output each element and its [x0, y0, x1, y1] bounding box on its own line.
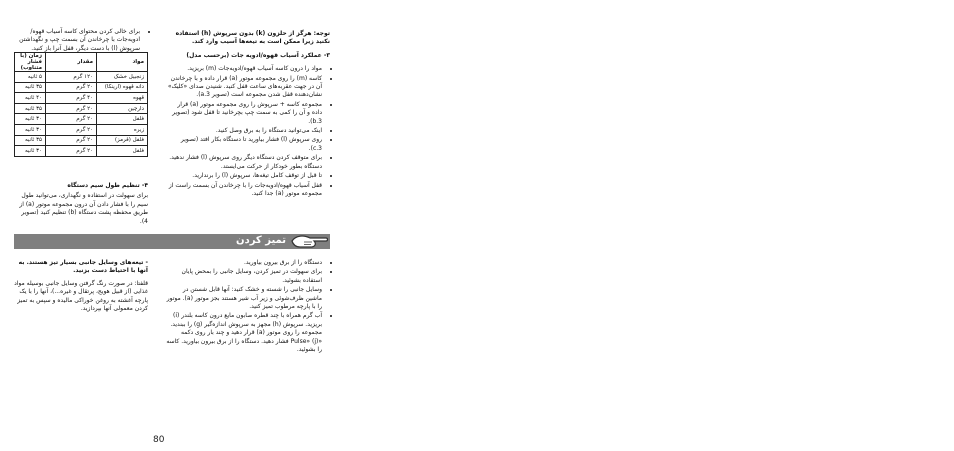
cell-quantity: ۴۰ گرم	[46, 93, 97, 104]
table-row	[15, 82, 148, 93]
cell-time: ۳۰ ثانیه	[15, 146, 46, 157]
operation-section	[166, 30, 330, 199]
cleaning-step: • وسایل جانبی را شسته و خشک کنید: آنها قابل شستن در ماشین ظرف‌شوئی و زیر آب شیر هستند بجز موتور (a). موتور را با پارچه مرطوب تمیز کنید.	[166, 286, 322, 311]
grinder-step: • مجموعه کاسه + سرپوش را روی مجموعه موتور (a) قرار داده و آن را کمی به سمت چپ بچرخانید تا قفل شود (تصویر 3.b).	[166, 101, 322, 126]
cleaning-tips	[14, 259, 148, 315]
page-number: 80	[153, 435, 165, 445]
cell-time: ۳۵ ثانیه	[15, 135, 46, 146]
cell-ingredient: فلفل	[97, 146, 148, 157]
grinder-step: • کاسه (m) را روی مجموعه موتور (a) قرار داده و با چرخاندن آن در جهت عقربه‌های ساعت قفل کنید. شنیدن صدای «کلیک» نشان‌دهنده قفل شدن مجموعه است (تصویر 3.a).	[166, 75, 322, 100]
cleaning-step: • دستگاه را از برق بیرون بیاورید.	[166, 259, 322, 267]
cell-quantity: ۲۰ گرم	[46, 114, 97, 125]
cleaning-step: • آب گرم همراه با چند قطره صابون مایع درون کاسه بلندر (i) بریزید. سرپوش (h) مجهز به سرپوش اندازه‌گیر (g) را ببندید. مجموعه را روی موتور (a) قرار دهید و چند بار روی دکمه «Pulse» (j) فشار دهید. دستگاه را از برق بیرون بیاورید. کاسه را بشوئید.	[166, 312, 322, 354]
grinder-step: • اینک می‌توانید دستگاه را به برق وصل کنید.	[166, 127, 322, 135]
header-quantity: مقدار	[46, 53, 97, 72]
cord-storage-section	[14, 182, 148, 228]
empty-bowl-step: • برای خالی کردن محتوای کاسه آسیاب قهوه/ادویه‌جات با چرخاندن آن بسمت چپ و نگهداشتن سرپوش (l) با دست دیگر، قفل آنرا باز کنید.	[14, 28, 140, 53]
cell-time: ۳۵ ثانیه	[15, 82, 46, 93]
cell-time: ۴۰ ثانیه	[15, 93, 46, 104]
hand-pointer-icon	[290, 231, 330, 251]
cell-quantity: ۲۰ گرم	[46, 146, 97, 157]
cell-quantity: ۲۰ گرم	[46, 82, 97, 93]
header-time: زمان (با فشار متناوب)	[15, 53, 46, 72]
grinder-step: • قفل آسیاب قهوه/ادویه‌جات را با چرخاندن آن بسمت راست از مجموعه موتور (a) جدا کنید.	[166, 182, 322, 199]
cell-quantity: ۲۰ گرم	[46, 103, 97, 114]
table-row	[15, 114, 148, 125]
table-row	[15, 124, 148, 135]
cell-ingredient: فلفل	[97, 114, 148, 125]
table-row	[15, 146, 148, 157]
grinder-step: • برای متوقف کردن دستگاه دیگر روی سرپوش (l) فشار ندهید. دستگاه بطور خودکار از حرکت می‌ایستد.	[166, 154, 322, 171]
cell-ingredient: قهوه	[97, 93, 148, 104]
cell-time: ۵ ثانیه	[15, 72, 46, 83]
cell-time: ۳۰ ثانیه	[15, 124, 46, 135]
grinder-heading: ۳- عملکرد آسیاب قهوه/ادویه جات (برحسب مدل)	[186, 51, 330, 59]
cleaning-step: • برای سهولت در تمیز کردن، وسایل جانبی را بمحض پایان استفاده بشوئید.	[166, 268, 322, 285]
grinder-step: • مواد را درون کاسه آسیاب قهوه/ادویه‌جات (m) بریزید.	[166, 65, 322, 73]
cell-quantity: ۱۲۰ گرم	[46, 72, 97, 83]
cleaning-steps-list	[166, 259, 330, 354]
table-row	[15, 103, 148, 114]
table-row	[15, 135, 148, 146]
table-row	[15, 72, 148, 83]
cell-ingredient: دانه قهوه (ارینکا)	[97, 82, 148, 93]
cord-storage-heading: ۴- تنظیم طول سیم دستگاه	[67, 182, 148, 189]
cell-quantity: ۲۰ گرم	[46, 135, 97, 146]
cell-ingredient: زنجبیل خشک	[97, 72, 148, 83]
blade-warning-note: توجه: هرگز از حلزون (k) بدون سرپوش (h) استفاده نکنید زیرا ممکن است به تیغه‌ها آسیب وارد کند.	[175, 30, 330, 46]
cell-ingredient: زیره	[97, 124, 148, 135]
header-ingredient: مواد	[97, 53, 148, 72]
grinder-step: • روی سرپوش (l) فشار بیاورید تا دستگاه بکار افتد (تصویر 3.c).	[166, 136, 322, 153]
cleaning-title: تمیز کردن	[236, 235, 286, 246]
stain-tip: قلفتا: در صورت رنگ گرفتن وسایل جانبی بوسیله مواد غذایی (از قبیل هویج، پرتقال و غیره...)، آنها را با یک پارچه آغشته به روغن خوراکی مالیده و سپس به تمیز کردن معمولی آنها بپردازید.	[14, 279, 148, 313]
cell-ingredient: دارچین	[97, 103, 148, 114]
table-row	[15, 93, 148, 104]
grinding-time-table	[14, 52, 148, 157]
sharp-blades-warning: - تیغه‌های وسایل جانبی بسیار تیز هستند. به آنها با احتیاط دست بزنید.	[18, 259, 148, 275]
cell-time: ۳۵ ثانیه	[15, 103, 46, 114]
cleaning-section	[166, 259, 330, 355]
cleaning-banner	[14, 234, 330, 249]
empty-bowl-instruction	[14, 28, 148, 54]
cord-storage-text: برای سهولت در استفاده و نگهداری، می‌توانید طول سیم را با فشار دادن آن درون مجموعه موتور (a) از طریق محفظه پشت دستگاه (b) تنظیم کنید (تصویر 4).	[19, 192, 148, 225]
table-header-row	[15, 53, 148, 72]
grinder-steps-list	[166, 65, 330, 198]
cell-ingredient: فلفل (قرمز)	[97, 135, 148, 146]
grinder-step: • تا قبل از توقف کامل تیغه‌ها، سرپوش (l) را برندارید.	[166, 172, 322, 180]
cell-quantity: ۲۰ گرم	[46, 124, 97, 135]
cell-time: ۳۰ ثانیه	[15, 114, 46, 125]
